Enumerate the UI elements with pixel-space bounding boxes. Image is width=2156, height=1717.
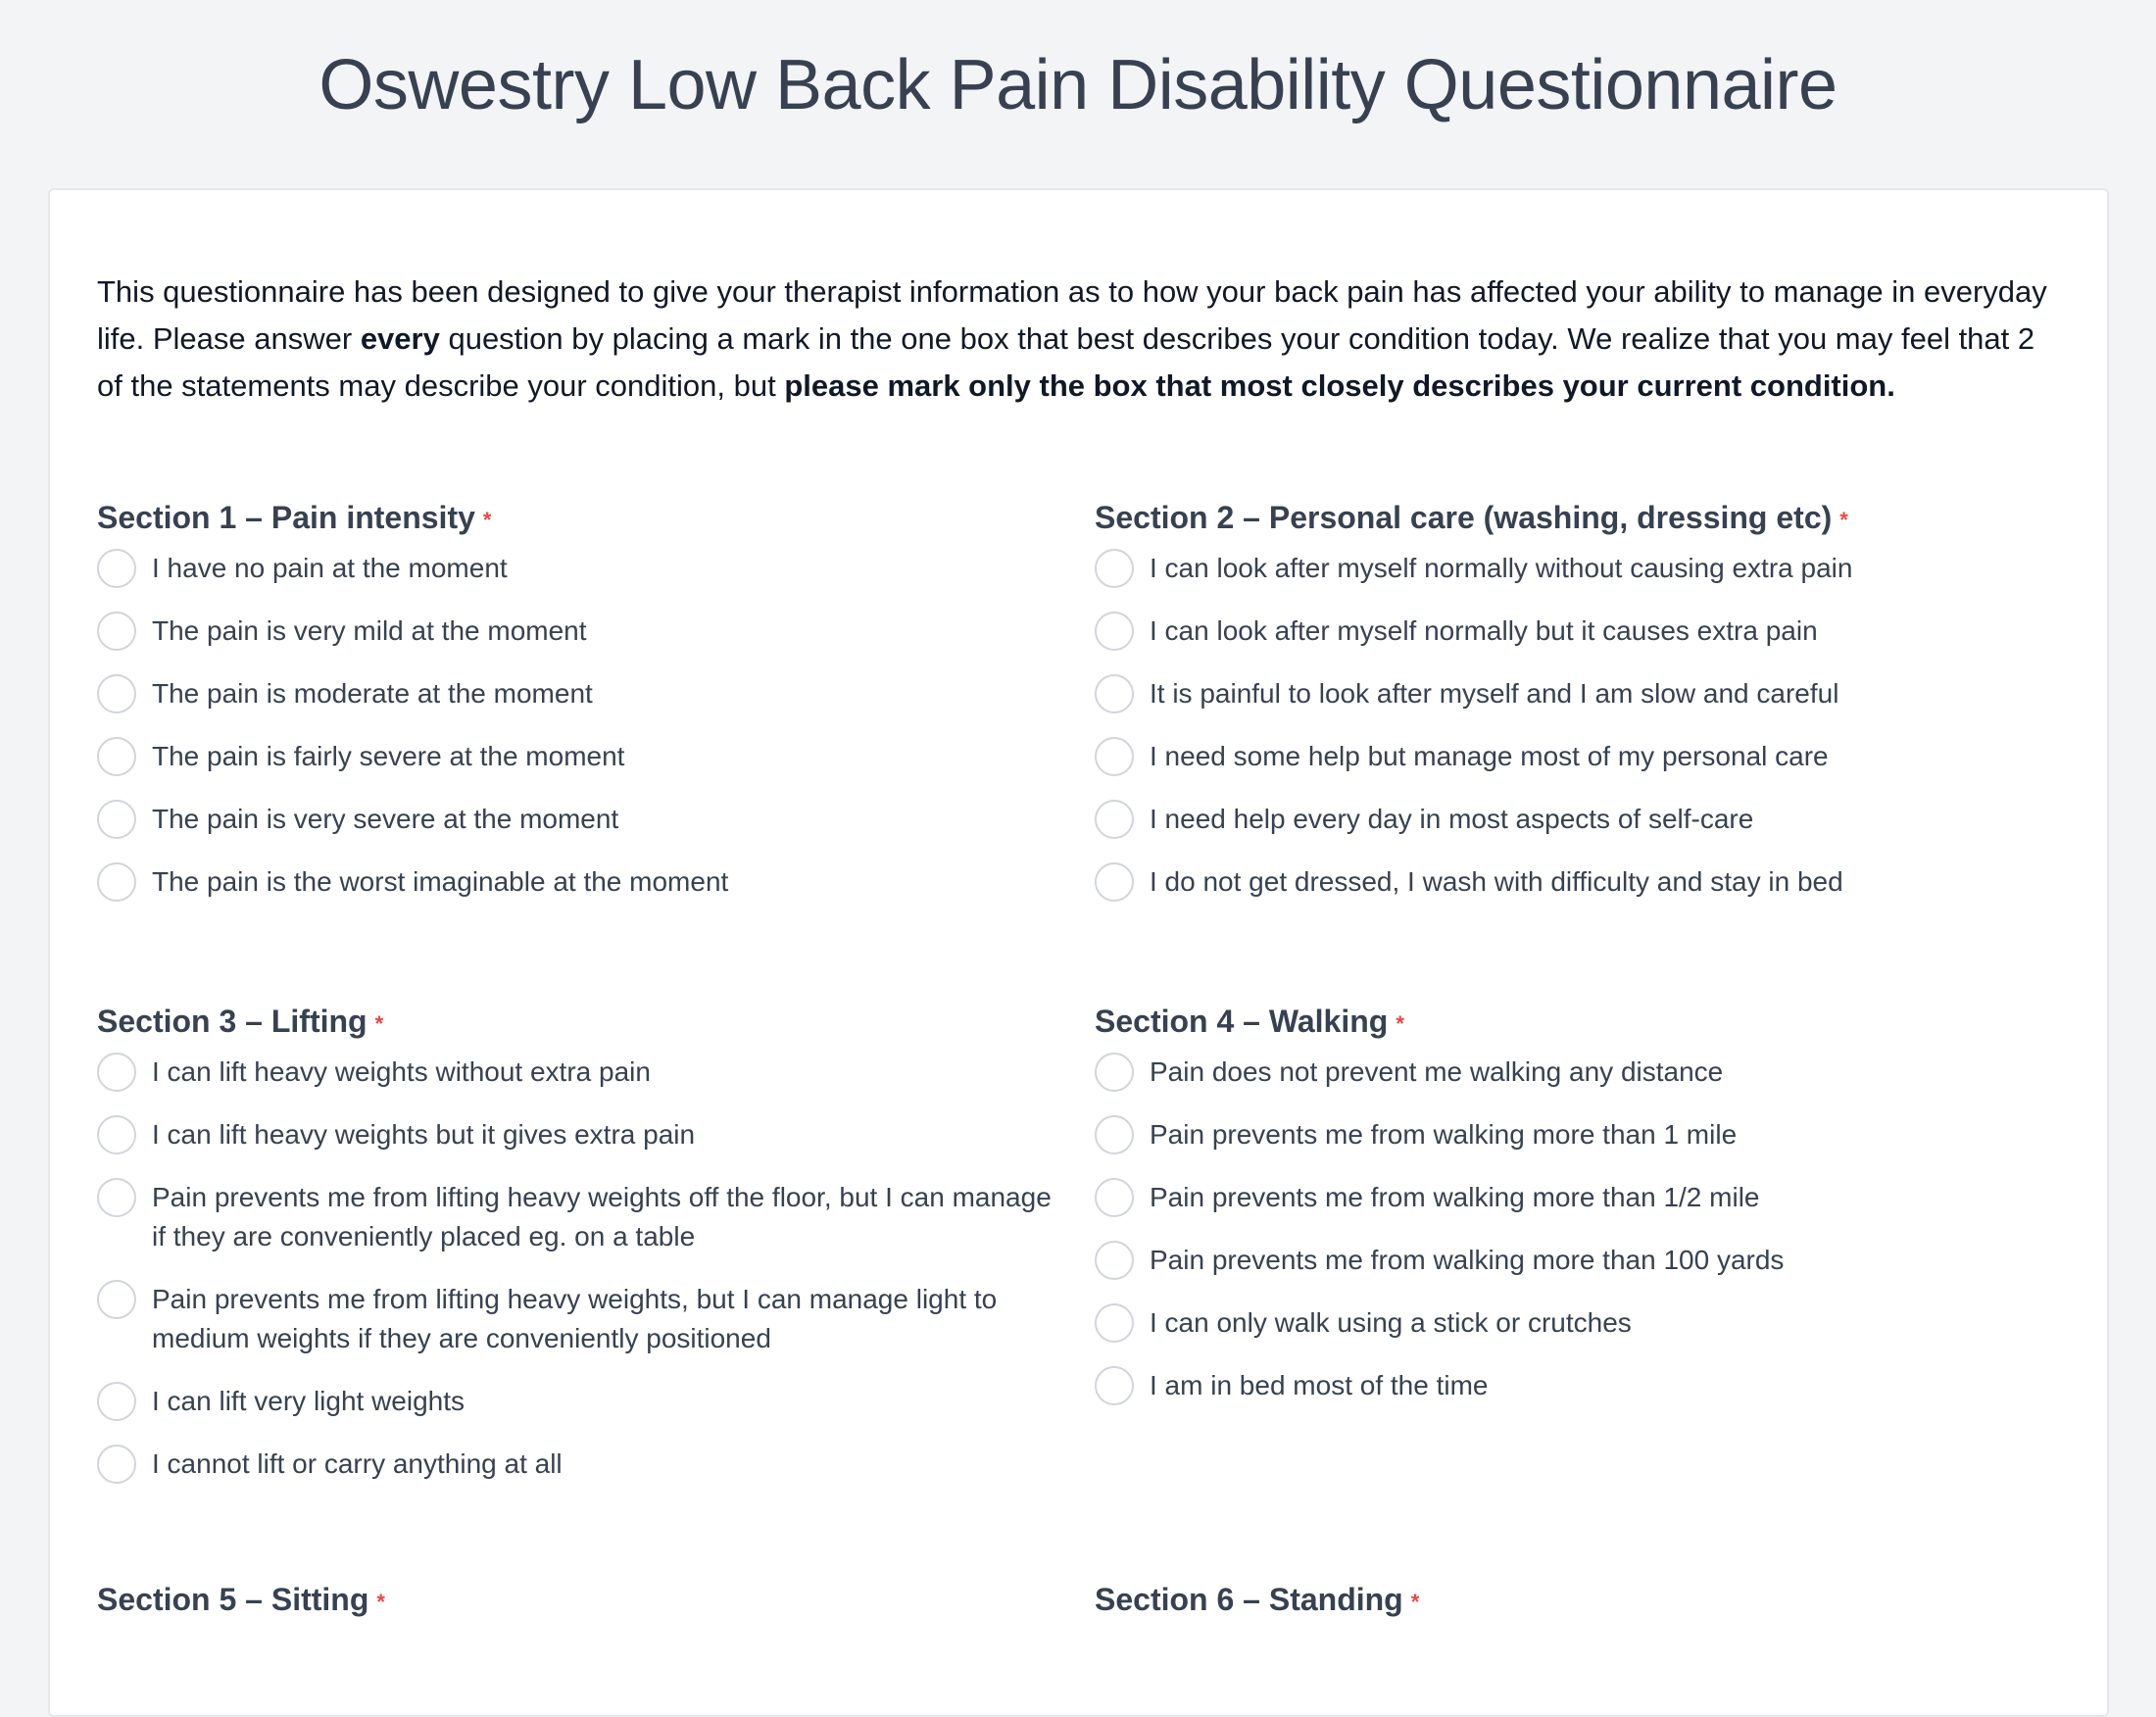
radio-option-label: I can lift heavy weights but it gives extra pain [152,1119,696,1150]
radio-option[interactable] [1095,1303,2039,1343]
radio-option-label: Pain prevents me from walking more than 100 yards [1150,1245,1785,1275]
section-title [1095,1002,2039,1041]
radio-option[interactable] [1095,612,2039,651]
radio-button[interactable] [97,1115,136,1154]
radio-option-label: I cannot lift or carry anything at all [152,1448,563,1479]
radio-option[interactable] [1095,737,2039,776]
radio-option[interactable] [1095,549,2039,588]
radio-option-label: It is painful to look after myself and I am slow and careful [1150,678,1839,709]
questionnaire-card [48,188,2109,1717]
section-5 [97,1580,1095,1631]
radio-button[interactable] [1095,1115,1134,1154]
intro-bold-2: please mark only the box that most closely describes your current condition. [784,368,1895,403]
radio-option[interactable] [97,1178,1059,1256]
required-asterisk-icon: * [1410,1589,1420,1614]
radio-option-label: The pain is moderate at the moment [152,678,593,709]
radio-button[interactable] [97,862,136,902]
intro-part-1: This questionnaire has been designed to give your therapist information as to how your back pain has affected your ability to manage in everyday life. Please answer [97,274,2047,356]
radio-option-label: The pain is the worst imaginable at the moment [152,866,729,897]
required-asterisk-icon: * [376,1589,385,1614]
section-3 [97,1002,1095,1580]
radio-option-label: I can look after myself normally but it causes extra pain [1150,615,1818,646]
radio-button[interactable] [97,800,136,839]
radio-option-label: The pain is very mild at the moment [152,615,587,646]
radio-option-label: I have no pain at the moment [152,553,508,583]
radio-button[interactable] [97,1053,136,1092]
radio-button[interactable] [97,1445,136,1484]
section-2 [1095,498,2075,1002]
radio-option[interactable] [1095,1241,2039,1280]
radio-option[interactable] [1095,862,2039,902]
section-title [97,498,1059,537]
radio-button[interactable] [1095,862,1134,902]
radio-option[interactable] [97,1382,1059,1421]
radio-option[interactable] [1095,674,2039,713]
radio-option[interactable] [97,1053,1059,1092]
radio-option[interactable] [97,612,1059,651]
section-title-text: Section 1 – Pain intensity [97,500,475,535]
radio-option-label: Pain prevents me from walking more than 1 mile [1150,1119,1738,1150]
radio-option[interactable] [1095,1053,2039,1092]
radio-button[interactable] [1095,549,1134,588]
radio-option-label: I can lift very light weights [152,1386,466,1416]
radio-option-label: I can lift heavy weights without extra pain [152,1056,651,1087]
section-1 [97,498,1095,1002]
radio-button[interactable] [97,1382,136,1421]
radio-button[interactable] [1095,674,1134,713]
radio-button[interactable] [97,737,136,776]
section-title-text: Section 2 – Personal care (washing, dressing etc) [1095,500,1833,535]
radio-button[interactable] [97,612,136,651]
section-title-text: Section 5 – Sitting [97,1582,369,1617]
radio-button[interactable] [97,549,136,588]
radio-option[interactable] [97,800,1059,839]
radio-option[interactable] [97,862,1059,902]
radio-button[interactable] [1095,1178,1134,1217]
radio-option-label: I need some help but manage most of my personal care [1150,741,1829,771]
radio-option-label: I need help every day in most aspects of self-care [1150,804,1754,834]
radio-option[interactable] [1095,1178,2039,1217]
radio-option-label: Pain prevents me from walking more than 1/2 mile [1150,1182,1760,1212]
required-asterisk-icon: * [1839,507,1848,532]
radio-option[interactable] [1095,1115,2039,1154]
sections-grid [97,498,2060,1631]
radio-button[interactable] [1095,1366,1134,1405]
radio-option[interactable] [1095,800,2039,839]
radio-option-label: I am in bed most of the time [1150,1370,1489,1400]
radio-button[interactable] [97,674,136,713]
intro-text [97,269,2060,410]
section-6 [1095,1580,2075,1631]
required-asterisk-icon: * [482,507,492,532]
radio-option-label: Pain does not prevent me walking any distance [1150,1056,1724,1087]
radio-option[interactable] [97,1445,1059,1484]
radio-button[interactable] [1095,800,1134,839]
radio-button[interactable] [97,1178,136,1217]
section-4 [1095,1002,2075,1580]
section-title-text: Section 6 – Standing [1095,1582,1403,1617]
radio-option-label: I can only walk using a stick or crutches [1150,1307,1632,1338]
radio-button[interactable] [1095,1303,1134,1343]
section-title-text: Section 3 – Lifting [97,1004,368,1039]
radio-option[interactable] [97,549,1059,588]
section-title [97,1580,1059,1619]
radio-button[interactable] [1095,612,1134,651]
section-title [1095,1580,2039,1619]
section-title [97,1002,1059,1041]
radio-button[interactable] [1095,737,1134,776]
radio-option[interactable] [97,1115,1059,1154]
intro-bold-1: every [360,321,440,356]
radio-button[interactable] [1095,1241,1134,1280]
intro-part-2: question by placing a mark in the one box that best describes your condition today. We realize that you may feel that 2 of the statements may describe your condition, but [97,321,2035,403]
radio-option-label: Pain prevents me from lifting heavy weights, but I can manage light to medium weights if they are conveniently positioned [152,1284,998,1353]
radio-option-label: I do not get dressed, I wash with difficulty and stay in bed [1150,866,1843,897]
radio-button[interactable] [97,1280,136,1319]
radio-option[interactable] [97,737,1059,776]
section-title [1095,498,2039,537]
radio-option[interactable] [97,1280,1059,1358]
radio-option-label: The pain is fairly severe at the moment [152,741,625,771]
page-title: Oswestry Low Back Pain Disability Questionnaire [318,46,1838,124]
section-title-text: Section 4 – Walking [1095,1004,1389,1039]
required-asterisk-icon: * [1396,1010,1404,1036]
radio-option-label: I can look after myself normally without causing extra pain [1150,553,1853,583]
radio-option[interactable] [97,674,1059,713]
radio-button[interactable] [1095,1053,1134,1092]
radio-option-label: Pain prevents me from lifting heavy weights off the floor, but I can manage if they are conveniently placed eg. on a table [152,1182,1052,1251]
required-asterisk-icon: * [374,1010,384,1036]
radio-option-label: The pain is very severe at the moment [152,804,619,834]
radio-option[interactable] [1095,1366,2039,1405]
